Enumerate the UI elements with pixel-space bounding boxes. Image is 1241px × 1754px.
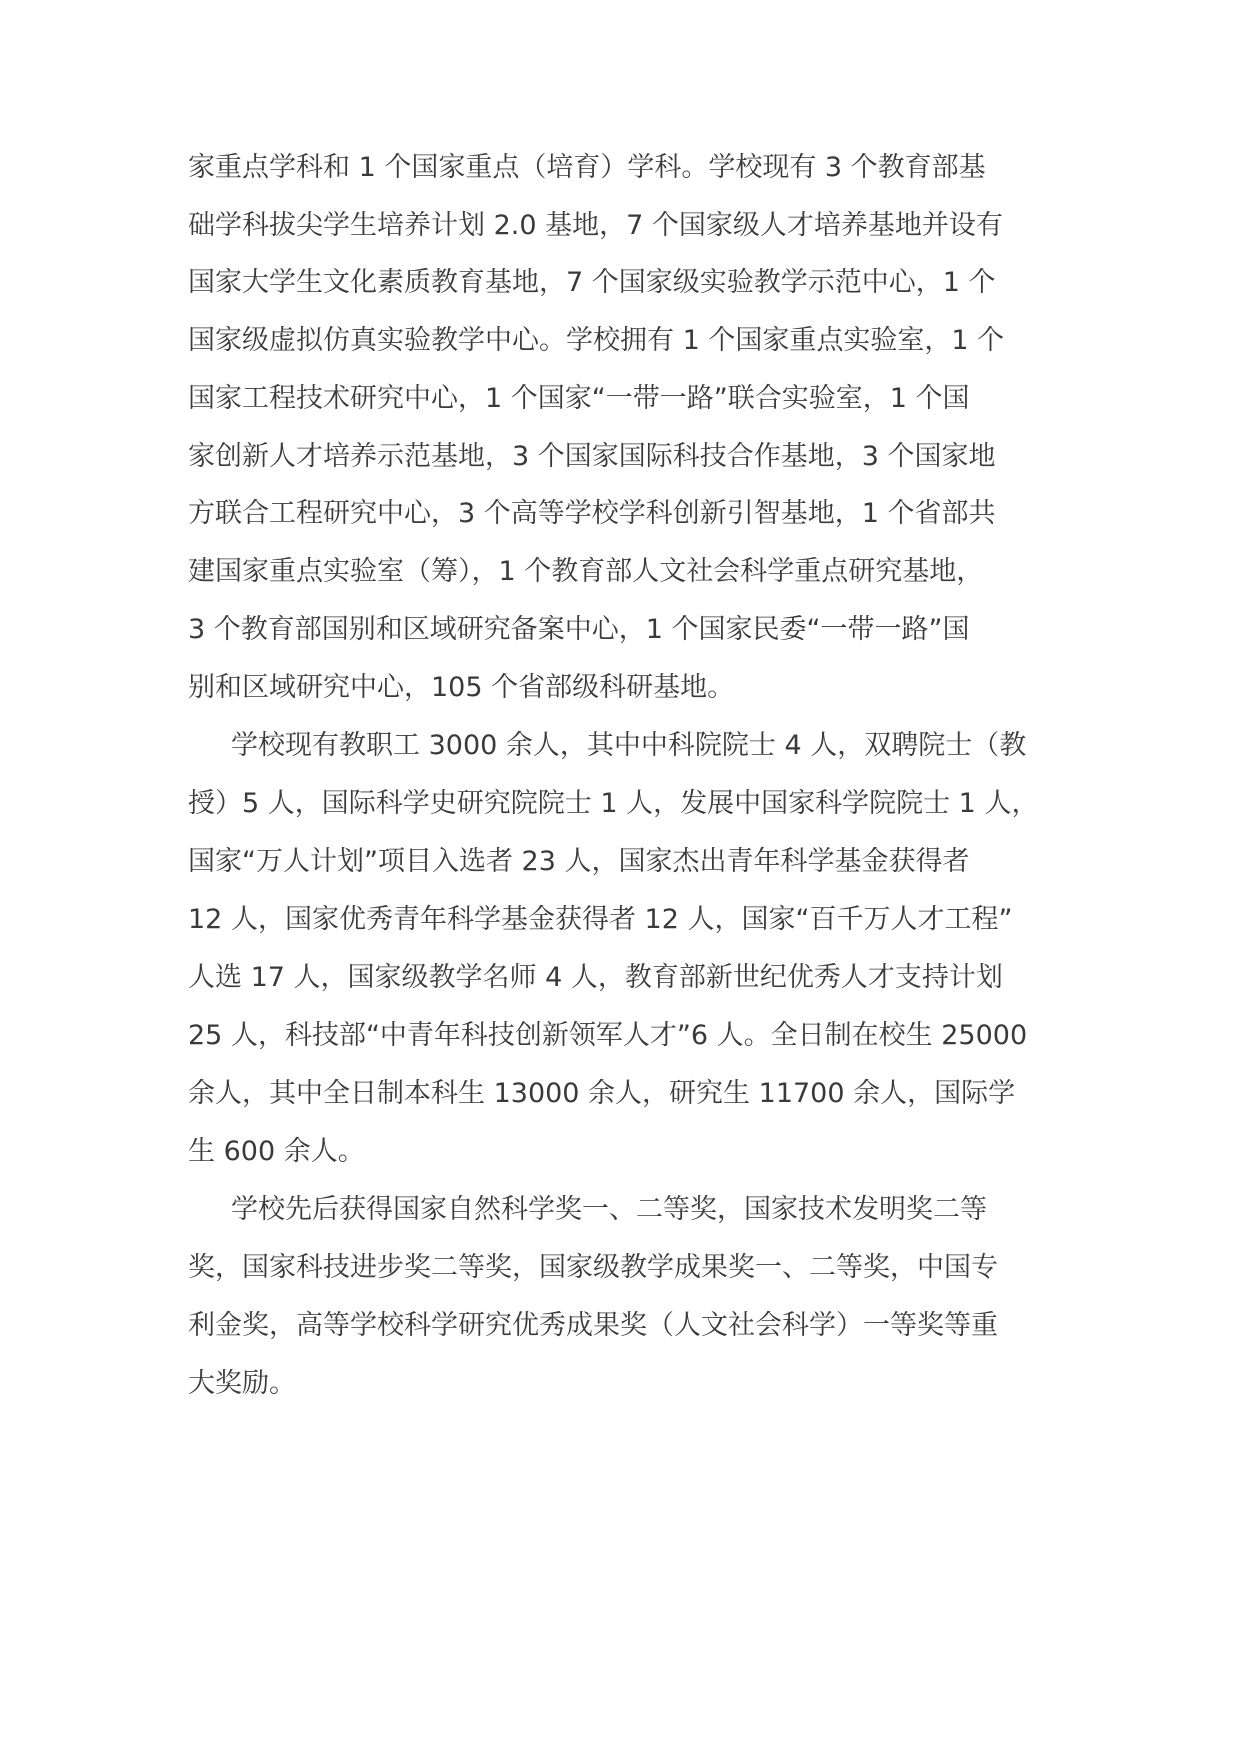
text-line: 国家“万人计划”项目入选者 23 人，国家杰出青年科学基金获得者 bbox=[188, 846, 970, 877]
text-line: 础学科拔尖学生培养计划 2.0 基地，7 个国家级人才培养基地并设有 bbox=[188, 210, 1003, 241]
text-line: 25 人，科技部“中青年科技创新领军人才”6 人。全日制在校生 25000 bbox=[188, 1020, 1028, 1051]
text-line: 生 600 余人。 bbox=[188, 1136, 365, 1167]
text-line: 12 人，国家优秀青年科学基金获得者 12 人，国家“百千万人才工程” bbox=[188, 904, 1013, 935]
text-line: 大奖励。 bbox=[188, 1368, 296, 1399]
paragraph-first-line: 学校先后获得国家自然科学奖一、二等奖，国家技术发明奖二等 bbox=[231, 1194, 987, 1225]
paragraph-first-line: 学校现有教职工 3000 余人，其中中科院院士 4 人，双聘院士（教 bbox=[231, 730, 1027, 761]
text-line: 建国家重点实验室（筹），1 个教育部人文社会科学重点研究基地， bbox=[188, 556, 984, 587]
text-line: 别和区域研究中心，105 个省部级科研基地。 bbox=[188, 672, 735, 703]
text-line: 家创新人才培养示范基地，3 个国家国际科技合作基地，3 个国家地 bbox=[188, 441, 996, 472]
text-line: 国家级虚拟仿真实验教学中心。学校拥有 1 个国家重点实验室，1 个 bbox=[188, 325, 1005, 356]
text-line: 国家工程技术研究中心，1 个国家“一带一路”联合实验室，1 个国 bbox=[188, 383, 970, 414]
text-line: 国家大学生文化素质教育基地，7 个国家级实验教学示范中心，1 个 bbox=[188, 267, 996, 298]
text-line: 人选 17 人，国家级教学名师 4 人，教育部新世纪优秀人才支持计划 bbox=[188, 962, 1003, 993]
text-line: 奖，国家科技进步奖二等奖，国家级教学成果奖一、二等奖，中国专 bbox=[188, 1252, 998, 1283]
text-line: 利金奖，高等学校科学研究优秀成果奖（人文社会科学）一等奖等重 bbox=[188, 1310, 998, 1341]
text-line: 余人，其中全日制本科生 13000 余人，研究生 11700 余人，国际学 bbox=[188, 1078, 1016, 1109]
text-line: 家重点学科和 1 个国家重点（培育）学科。学校现有 3 个教育部基 bbox=[188, 152, 986, 183]
text-line: 方联合工程研究中心，3 个高等学校学科创新引智基地，1 个省部共 bbox=[188, 498, 996, 529]
text-line: 授）5 人，国际科学史研究院院士 1 人，发展中国家科学院院士 1 人， bbox=[188, 788, 1039, 819]
text-line: 3 个教育部国别和区域研究备案中心，1 个国家民委“一带一路”国 bbox=[188, 614, 970, 645]
